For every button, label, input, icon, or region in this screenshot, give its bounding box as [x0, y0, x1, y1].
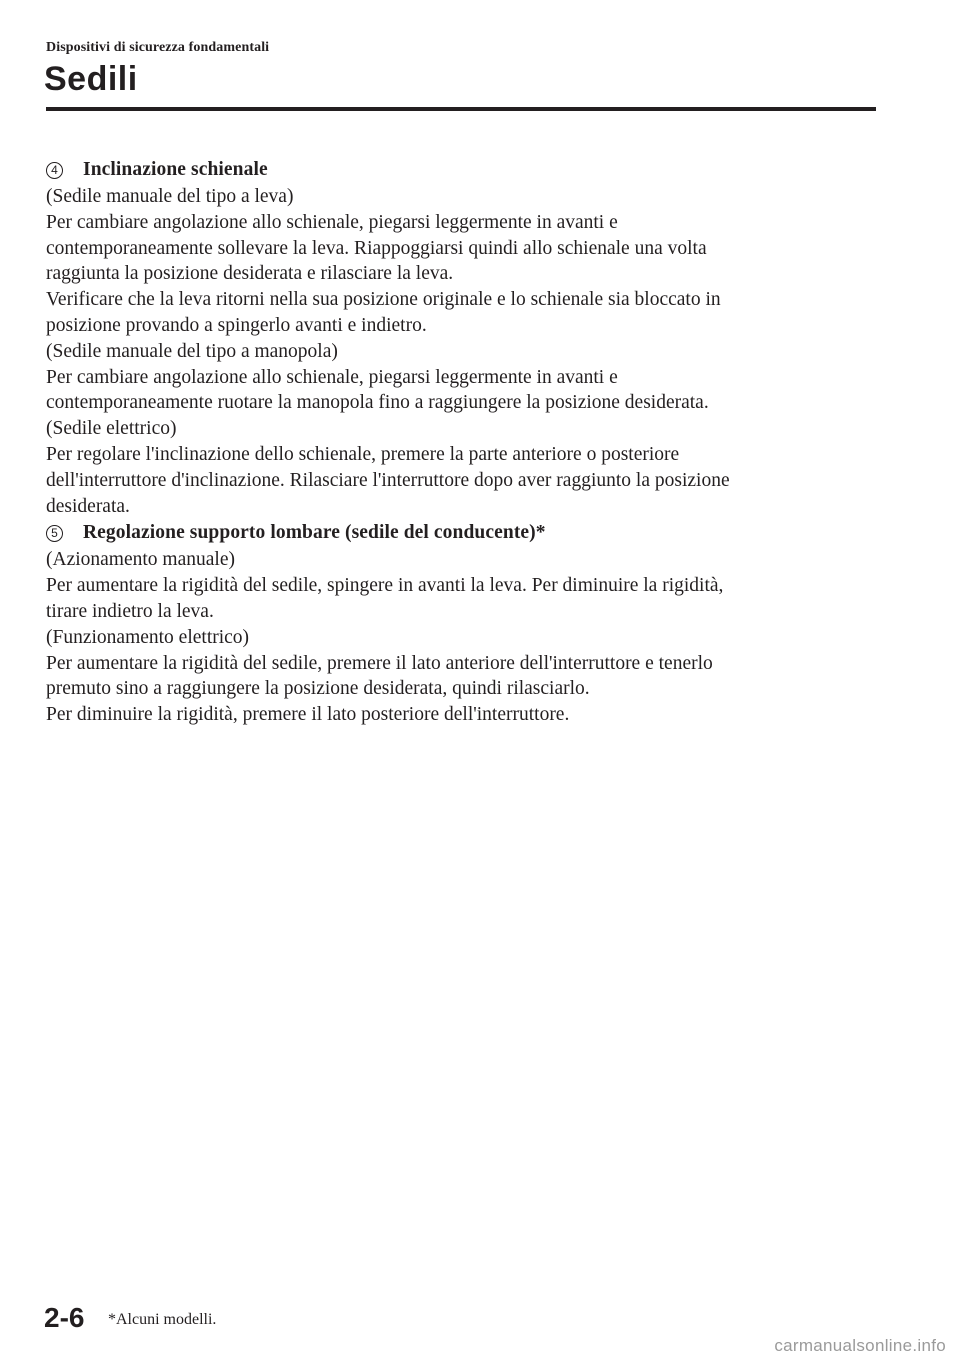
paragraph-line: Per regolare l'inclinazione dello schienale, premere la parte anteriore o posteriore: [46, 443, 680, 465]
circled-number-5-icon: 5: [46, 525, 63, 542]
paragraph-line: Per cambiare angolazione allo schienale, piegarsi leggermente in avanti e: [46, 211, 618, 233]
paragraph-line: tirare indietro la leva.: [46, 600, 214, 622]
circled-number-4-icon: 4: [46, 162, 63, 179]
paragraph-line: Verificare che la leva ritorni nella sua posizione originale e lo schienale sia bloccato in: [46, 289, 721, 311]
paragraph-line: posizione provando a spingerlo avanti e indietro.: [46, 314, 427, 336]
paragraph-line: Per cambiare angolazione allo schienale, piegarsi leggermente in avanti e: [46, 366, 618, 388]
paragraph-line: dell'interruttore d'inclinazione. Rilasciare l'interruttore dopo aver raggiunto la posizione: [46, 469, 730, 491]
page-title: Sedili: [44, 60, 138, 98]
section-label: Dispositivi di sicurezza fondamentali: [46, 40, 270, 55]
paragraph-line: contemporaneamente sollevare la leva. Riappoggiarsi quindi allo schienale una volta: [46, 237, 707, 259]
item-4-heading: [46, 156, 876, 184]
paragraph-line: Per aumentare la rigidità del sedile, premere il lato anteriore dell'interruttore e tenerlo: [46, 652, 713, 674]
footnote: *Alcuni modelli.: [108, 1311, 217, 1328]
item-5-heading-text: Regolazione supporto lombare (sedile del conducente)*: [83, 522, 546, 544]
page-content: [46, 156, 876, 728]
item-4-body: [46, 184, 876, 519]
paragraph-line: desiderata.: [46, 495, 130, 517]
paragraph-line: Per diminuire la rigidità, premere il lato posteriore dell'interruttore.: [46, 704, 570, 726]
item-5-body: [46, 547, 876, 728]
paragraph-line: (Sedile elettrico): [46, 418, 177, 440]
watermark: carmanualsonline.info: [774, 1336, 946, 1355]
paragraph-line: contemporaneamente ruotare la manopola fino a raggiungere la posizione desiderata.: [46, 392, 709, 414]
paragraph-line: (Funzionamento elettrico): [46, 626, 250, 648]
paragraph-line: (Azionamento manuale): [46, 549, 235, 571]
title-rule: [46, 107, 876, 111]
paragraph-line: raggiunta la posizione desiderata e rilasciare la leva.: [46, 263, 454, 285]
item-5-heading: [46, 519, 876, 547]
paragraph-line: (Sedile manuale del tipo a manopola): [46, 340, 338, 362]
item-4-heading-text: Inclinazione schienale: [83, 159, 268, 180]
page-number: 2-6: [44, 1302, 85, 1333]
paragraph-line: (Sedile manuale del tipo a leva): [46, 186, 294, 207]
paragraph-line: premuto sino a raggiungere la posizione desiderata, quindi rilasciarlo.: [46, 678, 590, 700]
paragraph-line: Per aumentare la rigidità del sedile, spingere in avanti la leva. Per diminuire la rigidità,: [46, 575, 724, 597]
